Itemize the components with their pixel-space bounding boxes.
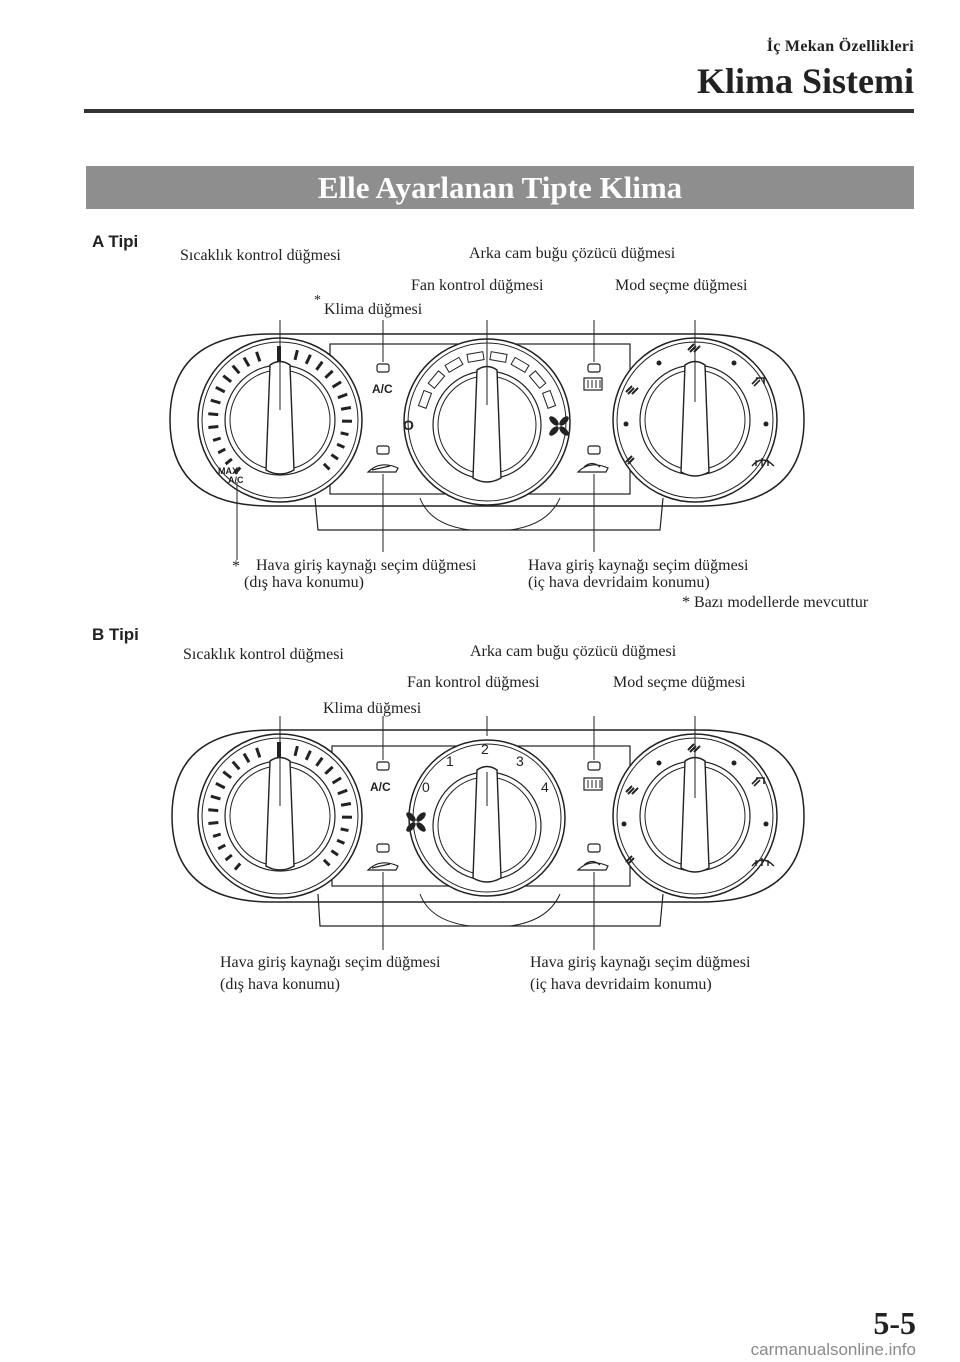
rear-defrost-icon [584,778,602,790]
type-b-fan-knob[interactable] [405,740,565,896]
recirculation-icon [578,862,608,871]
temperature-tick [341,407,351,409]
recirculation-icon [578,464,608,473]
type-b-intake-fresh-line1: Hava giriş kaynağı seçim düğmesi [220,954,441,971]
type-b-recirculation-button[interactable] [578,844,608,870]
temperature-tick [208,822,218,823]
type-b-ac-button[interactable] [370,762,391,794]
page-number: 5-5 [873,1305,916,1341]
type-b-intake-fresh-line2: (dış hava konumu) [220,976,340,993]
fan-zero-label: O [403,417,414,433]
type-b-intake-recirc-line1: Hava giriş kaynağı seçim düğmesi [530,954,751,971]
type-a-temp-knob-callout: Sıcaklık kontrol düğmesi [180,247,341,264]
type-a-mode-knob-callout: Mod seçme düğmesi [615,277,748,294]
temperature-tick [208,810,218,811]
temperature-tick [341,803,351,805]
type-a-ac-button[interactable] [372,364,393,396]
watermark: carmanualsonline.info [750,1340,916,1359]
type-a-ac-button-callout: Klima düğmesi [324,301,423,318]
temperature-tick [341,829,349,831]
type-a-fan-knob-callout: Fan kontrol düğmesi [411,277,544,294]
type-a-fresh-air-button[interactable] [368,446,398,472]
temperature-tick [341,433,349,435]
type-a-ac-asterisk: * [314,293,321,308]
type-b-label: B Tipi [92,625,139,644]
max-ac-label: A/C [228,475,244,485]
type-b-temp-knob-callout: Sıcaklık kontrol düğmesi [183,646,344,663]
fan-speed-4: 4 [541,779,549,795]
type-b-mode-knob-callout: Mod seçme düğmesi [613,674,746,691]
type-a-intake-fresh-asterisk: * [232,558,240,575]
chapter-title: Klima Sistemi [697,61,914,101]
fan-speed-1: 1 [446,753,454,769]
page-title: Elle Ayarlanan Tipte Klima [86,166,914,209]
type-b-fan-knob-callout: Fan kontrol düğmesi [407,674,540,691]
section-title: İç Mekan Özellikleri [766,38,914,55]
temperature-tick [208,426,218,427]
type-b-intake-recirc-line2: (iç hava devridaim konumu) [530,976,712,993]
ac-button-label: A/C [372,382,393,396]
type-a-control-panel [0,320,960,560]
type-b-rear-defrost-button[interactable] [584,762,602,790]
fresh-air-icon [368,863,398,870]
type-a-intake-fresh-line2: (dış hava konumu) [244,574,364,591]
temperature-tick [208,414,218,415]
ac-button-label: A/C [370,780,391,794]
type-b-ac-button-callout: Klima düğmesi [323,700,422,717]
fan-speed-0: 0 [422,779,430,795]
type-a-rear-defrost-callout: Arka cam buğu çözücü düğmesi [469,245,676,262]
type-a-footnote: * Bazı modellerde mevcuttur [682,594,869,611]
type-a-intake-fresh-line1: Hava giriş kaynağı seçim düğmesi [256,557,477,574]
rear-defrost-icon [584,378,602,390]
type-a-recirculation-button[interactable] [578,446,608,472]
type-a-label: A Tipi [92,232,139,251]
type-a-intake-recirc-line1: Hava giriş kaynağı seçim düğmesi [528,557,749,574]
max-label: MAX [218,466,238,476]
fan-speed-2: 2 [481,741,489,757]
header-rule [84,109,914,113]
type-a-rear-defrost-button[interactable] [584,364,602,390]
type-b-rear-defrost-callout: Arka cam buğu çözücü düğmesi [470,643,677,660]
type-a-intake-recirc-line2: (iç hava devridaim konumu) [528,574,710,591]
type-b-fresh-air-button[interactable] [368,844,398,870]
fresh-air-icon [368,465,398,472]
fan-speed-3: 3 [516,753,524,769]
type-b-control-panel [0,716,960,956]
